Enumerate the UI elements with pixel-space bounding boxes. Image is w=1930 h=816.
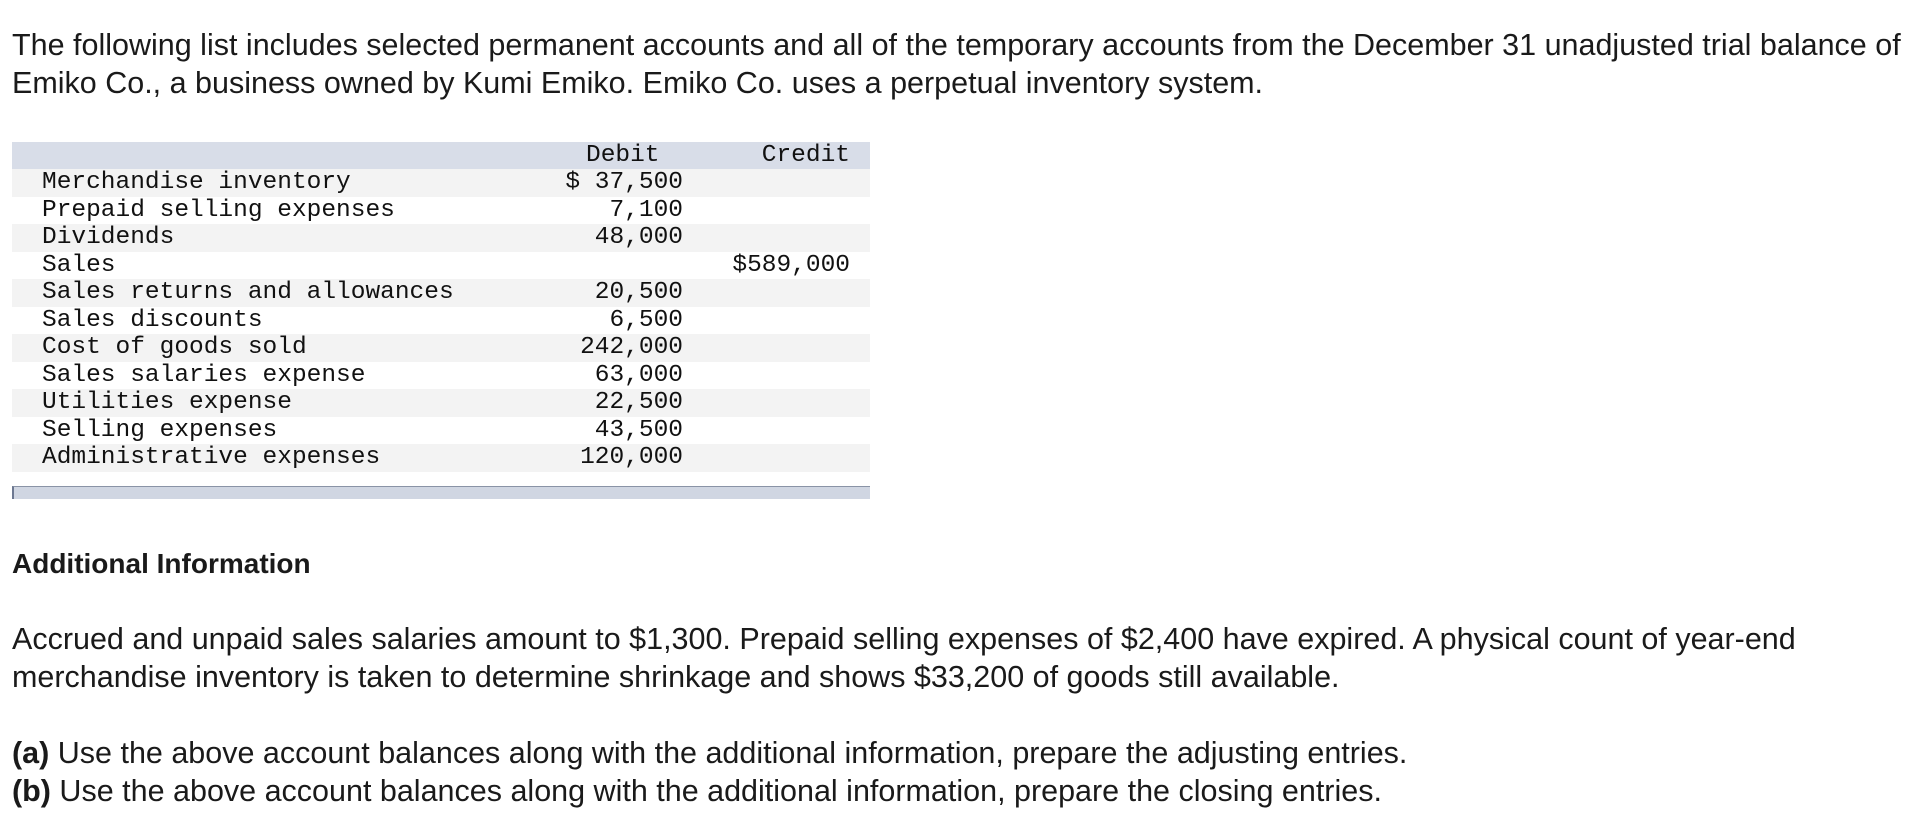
account-name: Sales discounts: [42, 306, 263, 334]
account-name: Prepaid selling expenses: [42, 196, 395, 224]
debit-amount: 242,000: [580, 334, 683, 361]
table-row: [12, 334, 870, 362]
debit-amount: 120,000: [580, 444, 683, 471]
table-body: [12, 169, 870, 472]
credit-amount: $589,000: [732, 251, 850, 279]
table-footer: [12, 486, 870, 499]
table-header: [12, 142, 870, 169]
intro-paragraph: The following list includes selected permanent accounts and all of the temporary accounts from the December 31 unadjusted trial balance of Emiko Co., a business owned by Kumi Emiko. Emiko Co. uses a perpetual inventory system.: [12, 28, 1901, 100]
additional-information-text: Accrued and unpaid sales salaries amount to $1,300. Prepaid selling expenses of $2,400 have expired. A physical count of year-end merchandise inventory is taken to determine shrinkage and shows $33,200 of goods still available.: [12, 622, 1796, 694]
account-name: Merchandise inventory: [42, 169, 351, 196]
account-name: Administrative expenses: [42, 444, 381, 471]
task-b-text: Use the above account balances along with the additional information, prepare the closing entries.: [50, 774, 1382, 808]
task-b: [12, 772, 1382, 810]
table-row: [12, 389, 870, 417]
debit-amount: 7,100: [609, 196, 683, 224]
table-spacer: [12, 472, 870, 486]
debit-amount: 43,500: [594, 416, 683, 444]
account-name: Sales returns and allowances: [42, 279, 454, 306]
additional-information-heading: Additional Information: [12, 548, 311, 579]
debit-amount: 48,000: [594, 224, 683, 251]
table-row: [12, 444, 870, 472]
table-row: [12, 197, 870, 225]
debit-amount: $ 37,500: [565, 169, 683, 196]
debit-amount: 6,500: [609, 306, 683, 334]
debit-column-header: Debit: [586, 142, 660, 169]
table-row: [12, 279, 870, 307]
table-row: [12, 252, 870, 280]
debit-amount: 22,500: [594, 389, 683, 416]
task-a: [12, 734, 1407, 772]
account-name: Sales: [42, 251, 116, 279]
debit-amount: 20,500: [594, 279, 683, 306]
table-row: [12, 169, 870, 197]
task-a-text: Use the above account balances along with the additional information, prepare the adjusting entries.: [49, 736, 1408, 770]
table-row: [12, 417, 870, 445]
table-row: [12, 307, 870, 335]
task-a-label: (a): [12, 736, 50, 770]
table-row: [12, 362, 870, 390]
account-name: Selling expenses: [42, 416, 278, 444]
table-row: [12, 224, 870, 252]
account-name: Dividends: [42, 224, 175, 251]
trial-balance-table: [12, 142, 870, 499]
account-name: Cost of goods sold: [42, 334, 307, 361]
task-b-label: (b): [12, 774, 51, 808]
account-name: Sales salaries expense: [42, 361, 366, 389]
account-name: Utilities expense: [42, 389, 292, 416]
debit-amount: 63,000: [594, 361, 683, 389]
credit-column-header: Credit: [761, 142, 850, 169]
